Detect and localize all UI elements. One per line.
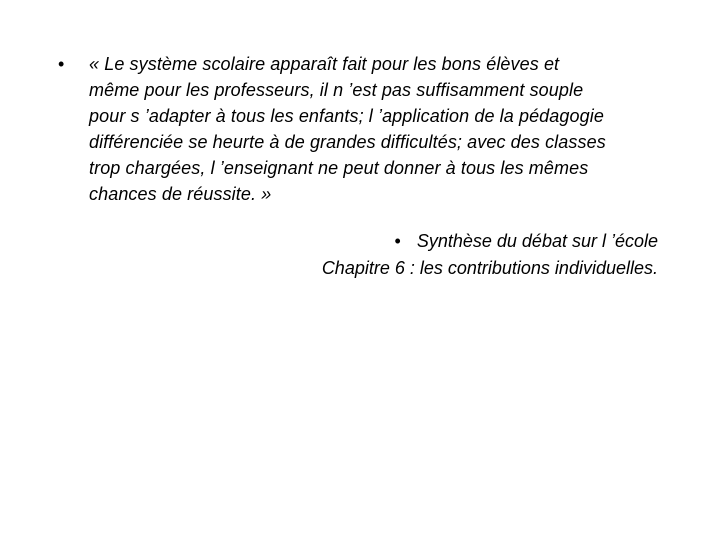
source-title: Synthèse du débat sur l ’école xyxy=(416,231,658,251)
source-bullet-icon: • xyxy=(394,231,401,251)
source-line-1 xyxy=(322,228,658,255)
source-citation xyxy=(322,228,658,282)
source-chapter: Chapitre 6 : les contributions individuelles. xyxy=(321,258,658,278)
bullet-icon: • xyxy=(58,54,65,74)
quote-text: « Le système scolaire apparaît fait pour les bons élèves et même pour les professeurs, il n ’est pas suffisamment souple pour s ’adapter à tous les enfants; l ’application de la pédagogie différenciée se heurte à de grandes difficultés; avec des classes trop chargées, l ’enseignant ne peut donner à tous les mêmes chances de réussite. » xyxy=(89,54,606,204)
quote-block xyxy=(58,51,668,207)
